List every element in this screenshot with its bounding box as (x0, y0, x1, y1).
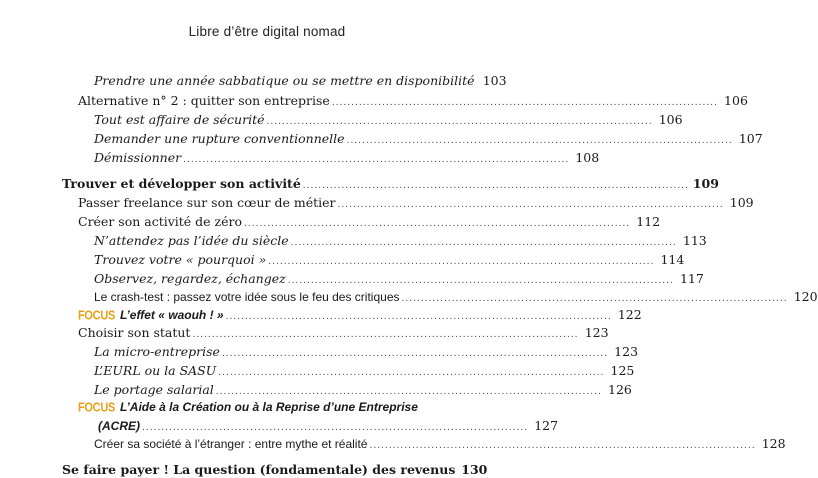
focus-badge: FOCUS (78, 401, 116, 415)
toc-entry-page: 122 (617, 307, 642, 322)
toc-entry-title: Trouver et développer son activité (62, 176, 301, 191)
toc-entry-title: La micro-entreprise (94, 344, 220, 359)
dot-leader: .................................................................................................... (290, 238, 677, 248)
toc-entry-page: 130 (461, 462, 488, 477)
dot-leader: .................................................................................................... (369, 441, 756, 451)
toc-entry[interactable] (94, 435, 786, 452)
toc-entry-title: Observez, regardez, échangez (94, 271, 286, 286)
dot-leader: .................................................................................................... (221, 349, 609, 359)
toc-entry-title: Se faire payer ! La question (fondamentale) des revenus (62, 462, 456, 477)
toc-entry-title: Alternative n° 2 : quitter son entreprise (78, 93, 330, 108)
dot-leader: .................................................................................................... (302, 181, 689, 191)
toc-entry[interactable] (94, 288, 818, 305)
dot-leader: .................................................................................................... (337, 200, 724, 210)
toc-entry[interactable] (94, 72, 507, 89)
toc-focus-entry[interactable] (78, 399, 462, 416)
dot-leader: .................................................................................................... (331, 98, 718, 108)
toc-entry[interactable] (94, 149, 600, 166)
toc-entry[interactable] (94, 343, 639, 360)
toc-entry-page: 114 (660, 252, 685, 267)
toc-entry-title: L’EURL ou la SASU (94, 363, 217, 378)
toc-entry[interactable] (94, 362, 635, 379)
toc-entry[interactable] (78, 213, 661, 230)
toc-entry-title: (ACRE) (98, 419, 140, 433)
dot-leader: .................................................................................................... (401, 294, 788, 304)
toc-section-heading[interactable] (62, 175, 719, 192)
toc-focus-entry-continued[interactable] (78, 417, 559, 434)
dot-leader: .................................................................................................... (346, 136, 733, 146)
toc-entry[interactable] (78, 92, 748, 109)
toc-entry-page: 125 (610, 363, 635, 378)
toc-entry-title: Le crash-test : passez votre idée sous le feu des critiques (94, 290, 400, 304)
toc-entry[interactable] (94, 232, 707, 249)
toc-entry-page: 107 (738, 131, 763, 146)
toc-entry-title: Créer son activité de zéro (78, 214, 243, 229)
dot-leader: .................................................................................................... (266, 117, 653, 127)
toc-entry-page: 123 (614, 344, 639, 359)
dot-leader: .................................................................................................... (192, 330, 579, 340)
toc-entry-page: 128 (761, 436, 786, 451)
toc-entry[interactable] (94, 251, 685, 268)
toc-entry-page: 123 (584, 325, 609, 340)
dot-leader: .................................................................................................... (268, 257, 655, 267)
dot-leader: .................................................................................................... (244, 219, 631, 229)
toc-entry-title: Passer freelance sur son cœur de métier (78, 195, 336, 210)
dot-leader: .................................................................................................... (142, 423, 529, 433)
toc-entry-title: Créer sa société à l’étranger : entre mythe et réalité (94, 437, 368, 451)
toc-entry[interactable] (78, 194, 754, 211)
toc-entry-page: 108 (575, 150, 600, 165)
dot-leader: .................................................................................................... (287, 276, 674, 286)
toc-focus-entry[interactable] (78, 306, 642, 323)
toc-entry-page: 127 (534, 418, 559, 433)
toc-entry[interactable] (94, 111, 683, 128)
toc-entry-title: Tout est affaire de sécurité (94, 112, 265, 127)
toc-entry-title: L’effet « waouh ! » (120, 308, 224, 322)
toc-entry-title: Le portage salarial (94, 382, 214, 397)
toc-entry-page: 109 (729, 195, 754, 210)
toc-entry-page: 120 (793, 289, 818, 304)
toc-entry-page: 126 (608, 382, 632, 397)
toc-entry-page: 103 (482, 73, 507, 88)
page-header: Libre d’être digital nomad (188, 24, 346, 39)
toc-entry-title: Démissionner (94, 150, 182, 165)
toc-entry-title: Trouvez votre « pourquoi » (94, 252, 267, 267)
toc-entry[interactable] (94, 130, 763, 147)
toc-entry[interactable] (94, 381, 632, 398)
toc-entry-title: L’Aide à la Création ou à la Reprise d’une Entreprise (120, 400, 418, 414)
toc-entry-page: 106 (724, 93, 748, 108)
toc-entry[interactable] (78, 324, 609, 341)
focus-badge: FOCUS (78, 309, 116, 323)
toc-entry-page: 113 (682, 233, 707, 248)
toc-section-heading[interactable] (62, 461, 488, 478)
dot-leader: .................................................................................................... (183, 155, 570, 165)
dot-leader: .................................................................................................... (218, 368, 605, 378)
dot-leader: .................................................................................................... (215, 387, 602, 397)
toc-entry-page: 112 (636, 214, 661, 229)
toc-entry-page: 109 (692, 176, 719, 191)
toc-entry-title: N’attendez pas l’idée du siècle (94, 233, 289, 248)
toc-entry-title: Demander une rupture conventionnelle (94, 131, 345, 146)
dot-leader: .................................................................................................... (225, 312, 612, 322)
toc-entry-title: Choisir son statut (78, 325, 191, 340)
toc-entry-title: Prendre une année sabbatique ou se mettre en disponibilité (94, 73, 475, 88)
toc-entry[interactable] (94, 270, 704, 287)
toc-entry-page: 117 (679, 271, 704, 286)
toc-entry-page: 106 (658, 112, 683, 127)
